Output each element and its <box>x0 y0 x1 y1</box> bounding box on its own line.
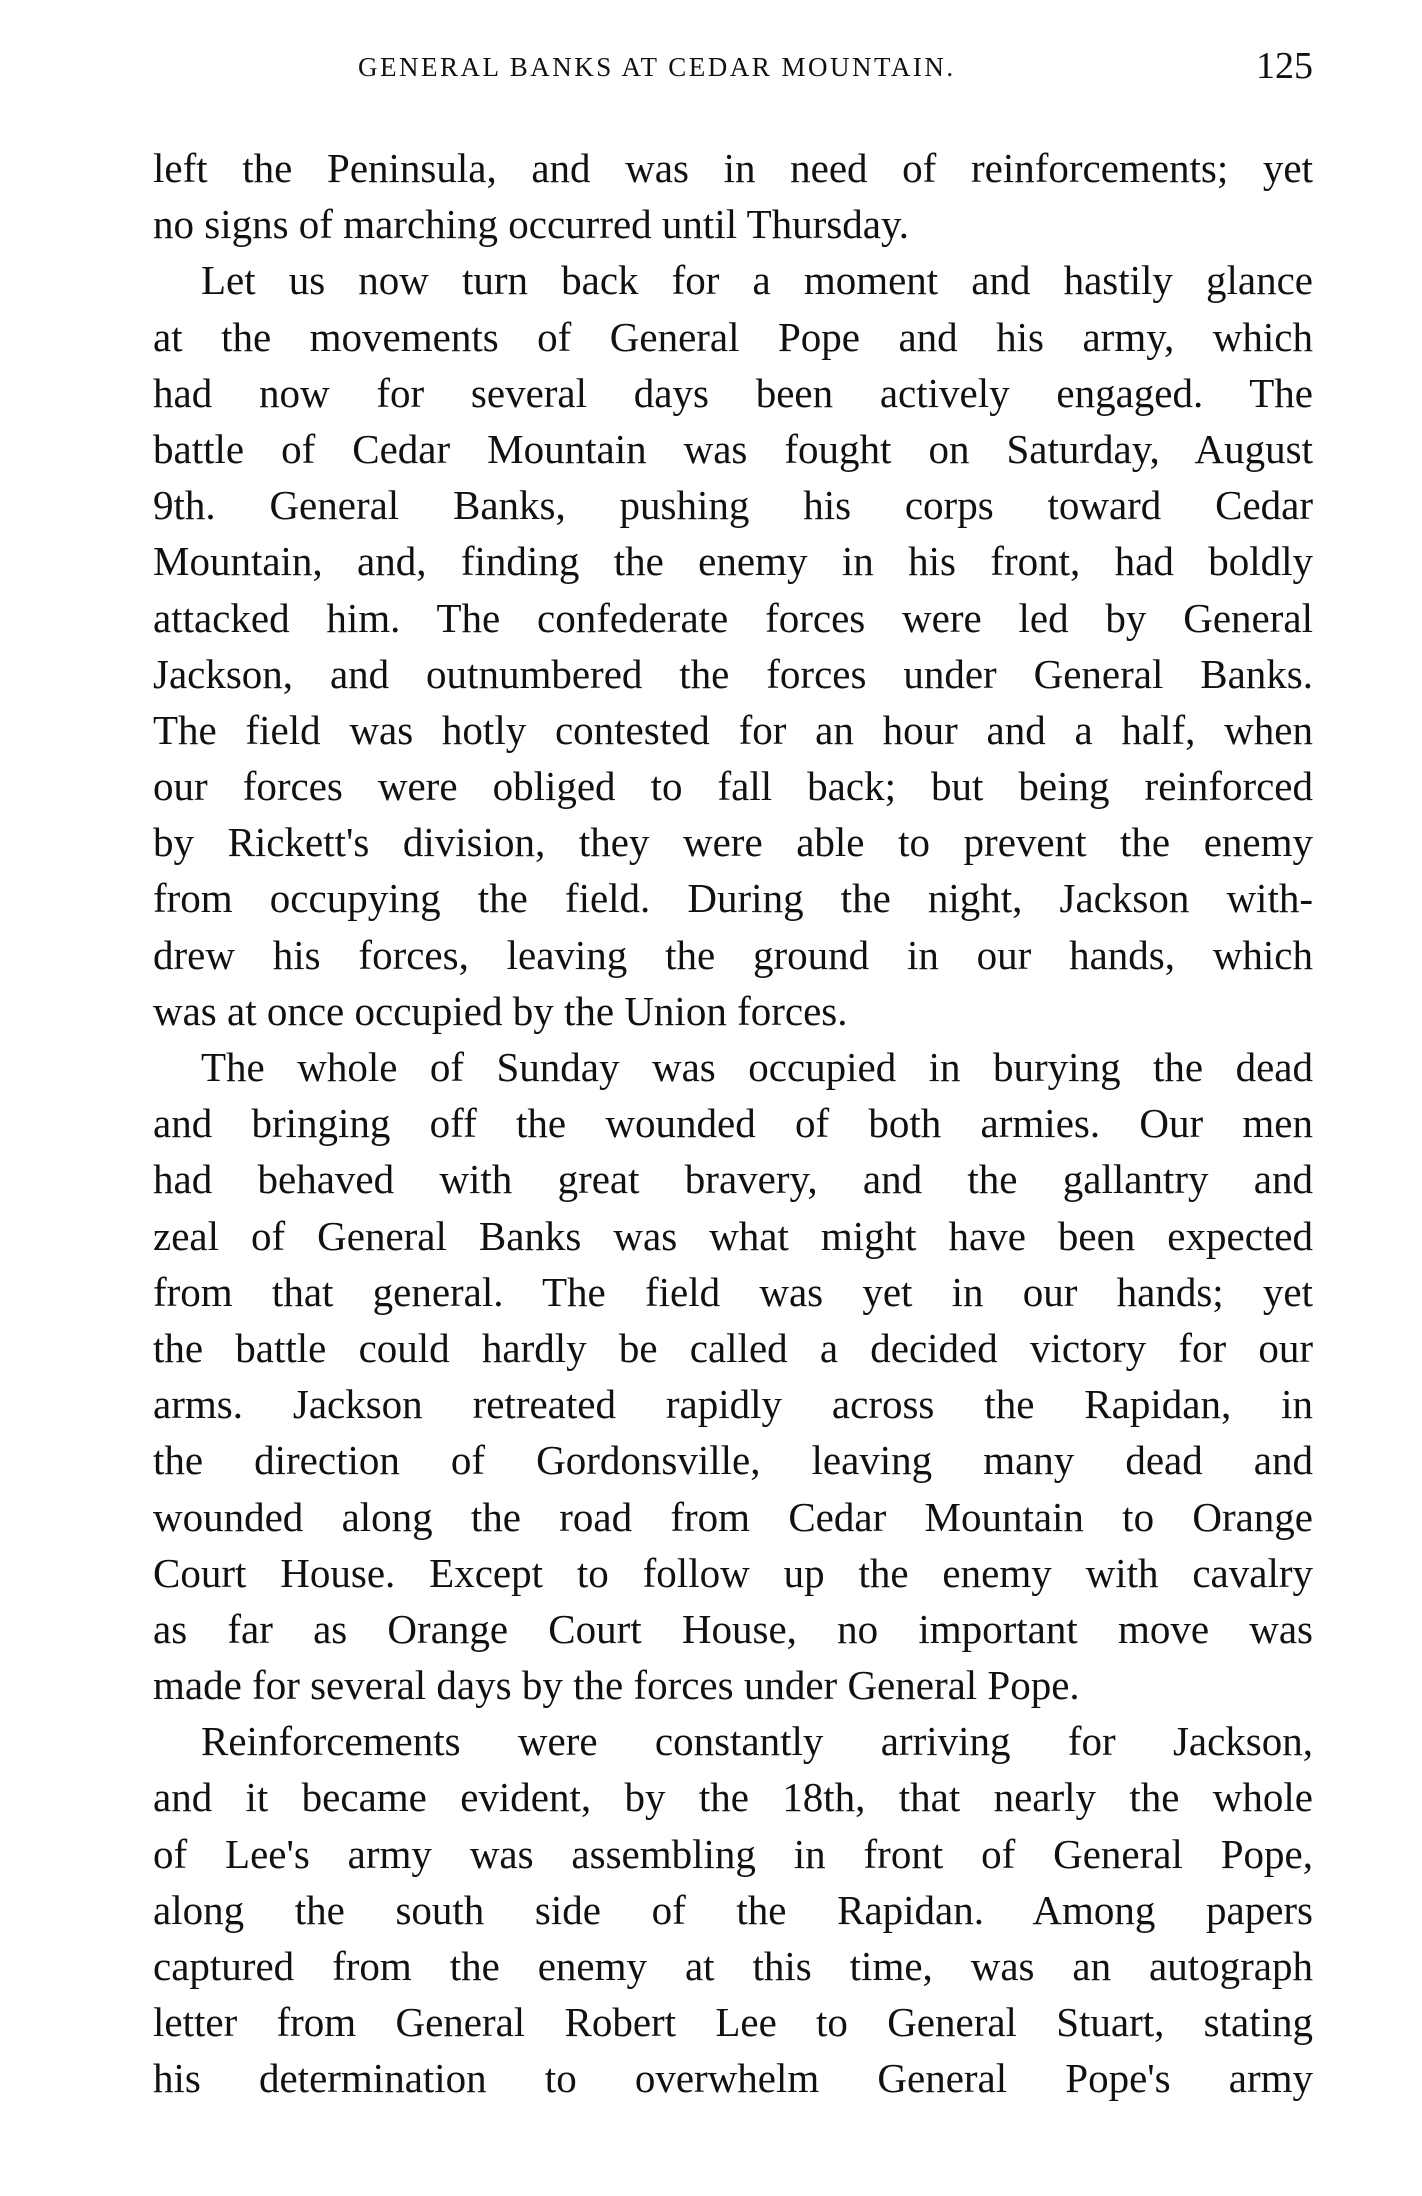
text-line: and it became evident, by the 18th, that nearly the whole <box>153 1774 1313 1821</box>
text-line: our forces were obliged to fall back; but being reinforced <box>153 763 1313 810</box>
text-line: letter from General Robert Lee to General Stuart, stating <box>153 1999 1313 2046</box>
running-head: GENERAL BANKS AT CEDAR MOUNTAIN. <box>358 52 956 82</box>
text-line: of Lee's army was assembling in front of General Pope, <box>153 1830 1313 1877</box>
text-line: captured from the enemy at this time, was an autograph <box>153 1943 1313 1989</box>
text-line: zeal of General Banks was what might have been expected <box>153 1212 1313 1259</box>
text-line: at the movements of General Pope and his army, which <box>153 313 1313 360</box>
text-line: from occupying the field. During the night, Jackson with- <box>153 875 1313 922</box>
text-line: along the south side of the Rapidan. Among papers <box>153 1886 1313 1933</box>
text-line: drew his forces, leaving the ground in our hands, which <box>153 931 1313 978</box>
text-line: 9th. General Banks, pushing his corps toward Cedar <box>153 482 1313 529</box>
text-line: as far as Orange Court House, no important move was <box>153 1605 1313 1652</box>
page-number: 125 <box>1256 45 1313 87</box>
text-line: The whole of Sunday was occupied in burying the dead <box>201 1044 1313 1090</box>
text-line: the battle could hardly be called a decided victory for our <box>153 1324 1313 1371</box>
body-text <box>153 140 1313 2107</box>
text-line: had now for several days been actively engaged. The <box>153 369 1313 416</box>
text-line: Jackson, and outnumbered the forces under General Banks. <box>153 650 1313 697</box>
text-line: his determination to overwhelm General Pope's army <box>153 2055 1313 2102</box>
text-line: from that general. The field was yet in our hands; yet <box>153 1268 1313 1315</box>
text-line: wounded along the road from Cedar Mountain to Orange <box>153 1493 1313 1540</box>
text-line: Reinforcements were constantly arriving for Jackson, <box>201 1718 1313 1765</box>
text-line: no signs of marching occurred until Thursday. <box>153 201 910 248</box>
text-line: Court House. Except to follow up the enemy with cavalry <box>153 1549 1313 1596</box>
text-line: the direction of Gordonsville, leaving many dead and <box>153 1437 1313 1484</box>
text-line: Let us now turn back for a moment and hastily glance <box>201 257 1313 304</box>
text-line: attacked him. The confederate forces were led by General <box>153 594 1313 641</box>
text-line: was at once occupied by the Union forces. <box>153 987 848 1034</box>
text-line: by Rickett's division, they were able to prevent the enemy <box>153 819 1313 866</box>
text-line: arms. Jackson retreated rapidly across the Rapidan, in <box>153 1381 1313 1428</box>
text-line: battle of Cedar Mountain was fought on Saturday, August <box>153 425 1313 472</box>
text-line: and bringing off the wounded of both armies. Our men <box>153 1100 1313 1147</box>
page-header <box>153 44 1313 94</box>
text-line: left the Peninsula, and was in need of reinforcements; yet <box>153 145 1313 191</box>
text-line: Mountain, and, finding the enemy in his front, had boldly <box>153 538 1313 585</box>
text-line: had behaved with great bravery, and the gallantry and <box>153 1156 1313 1203</box>
text-line: The field was hotly contested for an hour and a half, when <box>153 706 1313 753</box>
text-line: made for several days by the forces under General Pope. <box>153 1662 1080 1709</box>
